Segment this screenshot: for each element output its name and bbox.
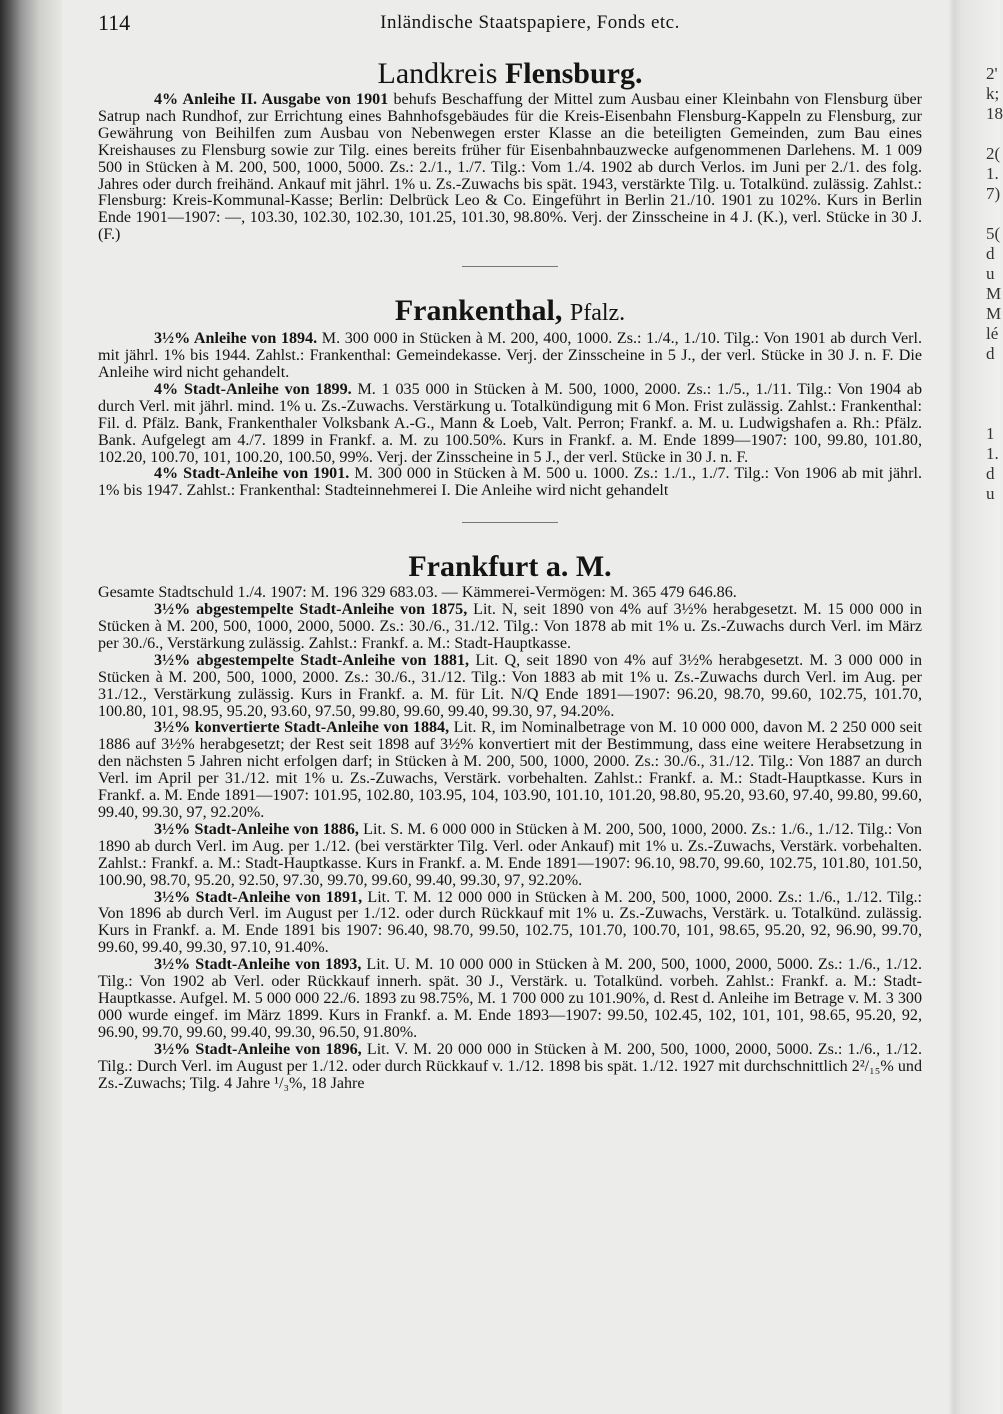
bond-text: M. 300 000 in Stücken à M. 200, 400, 1000. Zs.: 1./4., 1./10. Tilg.: Von 1901 ab durch Verl. mit jährl. 1% bis 1944. Zahlst.: Frankenthal: Gemeindekasse. Verj. der Zinsscheine in 5 J., der verl. Stücke in 30 J. n. F. Die Anleihe wird nicht gehandelt. <box>98 330 923 381</box>
running-title: Inländische Staatspapiere, Fonds etc. <box>380 12 680 33</box>
margin-fragment: 7) <box>986 184 1001 203</box>
margin-fragment: d <box>986 464 995 483</box>
bond-entry <box>98 822 922 890</box>
section-title-part: Landkreis <box>377 57 505 90</box>
bond-text: M. 300 000 in Stücken à M. 500 u. 1000. Zs.: 1./1., 1./7. Tilg.: Von 1906 ab mit jährl. 1% bis 1947. Zahlst.: Frankenthal: Stadteinnehmerei I. Die Anleihe wird nicht gehandelt <box>98 465 923 500</box>
bond-lead: 3½% Stadt-Anleihe von 1896, <box>154 1040 362 1058</box>
margin-fragment: 1. <box>986 444 999 463</box>
margin-fragment: M <box>986 284 1002 303</box>
section-title-landkreis-flensburg <box>98 56 922 92</box>
bond-entry <box>98 466 922 500</box>
page-body <box>98 56 922 1092</box>
margin-fragment: d <box>986 344 995 363</box>
bond-entry <box>98 331 922 382</box>
margin-fragment <box>986 404 1000 424</box>
page-number: 114 <box>98 10 131 35</box>
bond-lead: 3½% Anleihe von 1894. <box>154 330 318 348</box>
bond-lead: 4% Stadt-Anleihe von 1901. <box>154 465 350 483</box>
section-title-part: Frankfurt a. M. <box>408 550 612 584</box>
bond-lead: 3½% abgestempelte Stadt-Anleihe von 1875, <box>154 601 468 619</box>
bond-text: M. 1 035 000 in Stücken à M. 500, 1000, 2000. Zs.: 1./5., 1./11. Tilg.: Von 1904 ab durch Verl. mit jährl. mind. 1% u. Zs.-Zuwachs. Verstärkung u. Totalkündigung mit 6 Mon. Frist zulässig. Zahlst.: Frankenthal: Fil. d. Pfälz. Bank, Frankenthaler Volksbank A.-G., Mann & Loeb, Valt. Perron; Frankf. a. M. u. Ludwigshafen a. Rh.: Pfälz. Bank. Aufgelegt am 4./7. 1899 in Frankf. a. M. zu 100.50%. Kurs in Frankf. a. M. Ende 1899—1907: 100, 99.80, 101.80, 102.20, 100.70, 101, 100.20, 100.50, 99%. Verj. der Zinsscheine in 5 J., der verl. Stücke in 30 J. n. F. <box>98 380 922 466</box>
adjacent-page-fragments <box>986 64 1003 504</box>
section-title-frankenthal <box>98 293 922 331</box>
bond-lead: 4% Anleihe II. Ausgabe von 1901 <box>154 91 389 108</box>
section-title-part: Frankenthal, <box>394 294 570 328</box>
margin-fragment: 18 <box>986 104 1003 123</box>
bond-text: Lit. U. M. 10 000 000 in Stücken à M. 200, 500, 1000, 2000, 5000. Zs.: 1./6., 1./12. Tilg.: Von 1902 ab Verl. oder Rückkauf innerh. spät. 30 J., Verstärk. u. Totalkünd. vorbeh. Zahlst.: Frankf. a. M.: Stadt-Hauptkasse. Aufgel. M. 5 000 000 22./6. 1893 zu 98.75%, M. 1 700 000 zu 101.90%, d. Rest d. Anleihe im Betrage v. M. 3 300 000 wurde eingef. im März 1899. Kurs in Frankf. a. M. Ende 1893—1907: 99.50, 102.45, 102, 101, 101, 98.65, 95.20, 92, 96.90, 99.70, 99.60, 99.40, 99.30, 96.50, 91.80%. <box>98 956 922 1041</box>
bond-text: Lit. S. M. 6 000 000 in Stücken à M. 200, 500, 1000, 2000. Zs.: 1./6., 1./12. Tilg.: Von 1890 ab durch Verl. im Aug. per 1./12. (bei verstärkter Tilg. Verl. oder Ankauf) mit 1% u. Zs.-Zuwachs, Verstärk. vorbehalten. Zahlst.: Frankf. a. M.: Stadt-Hauptkasse. Kurs in Frankf. a. M. Ende 1891—1907: 96.10, 98.70, 99.60, 102.75, 101.80, 101.50, 100.90, 98.70, 95.20, 92.50, 97.30, 99.70, 99.60, 99.40, 99.30, 97, 92.20%. <box>98 820 922 889</box>
section-divider <box>462 266 558 267</box>
bond-entry <box>98 602 922 653</box>
margin-fragment: lé <box>986 324 999 343</box>
margin-fragment <box>986 364 1000 384</box>
margin-fragment: 2' <box>986 64 998 83</box>
margin-fragment: 1. <box>986 164 999 183</box>
margin-fragment: 5( <box>986 224 1001 243</box>
bond-text: Lit. R, im Nominalbetrage von M. 10 000 000, davon M. 2 250 000 seit 1886 auf 3½% herabgesetzt; der Rest seit 1898 auf 3½% konvertiert mit der Bestimmung, dass eine weitere Herabsetzung in den nächsten 5 Jahren nicht erfolgen darf; in Stücken à M. 200, 500, 1000, 2000. Zs.: 30./6., 31./12. Tilg.: Von 1887 an durch Verl. im April per 31./12. mit 1% u. Zs.-Zuwachs, Verstärk. vorbehalten. Zahlst.: Frankf. a. M.: Stadt-Hauptkasse. Kurs in Frankf. a. M. Ende 1891—1907: 101.95, 102.80, 103.95, 104, 103.90, 101.10, 101.20, 98.80, 95.20, 93.60, 97.40, 99.80, 99.60, 99.40, 99.30, 97, 92.20%. <box>98 719 922 821</box>
bond-entry <box>98 720 922 821</box>
page-header <box>98 10 922 38</box>
bond-lead: 3½% Stadt-Anleihe von 1893, <box>154 956 362 974</box>
margin-fragment: 1 <box>986 424 995 443</box>
bond-entry <box>98 653 922 721</box>
bond-entry <box>98 382 922 467</box>
bond-text: Lit. N, seit 1890 von 4% auf 3½% herabgesetzt. M. 15 000 000 in Stücken à M. 200, 500, 1000, 2000, 5000. Zs.: 30./6., 31./12. Tilg.: Von 1878 ab mit 1% u. Zs.-Zuwachs durch Verl. im März per 30./6., Verstärkung zulässig. Zahlst.: Frankf. a. M.: Stadt-Hauptkasse. <box>98 601 922 652</box>
section-divider <box>462 522 558 523</box>
section-title-part: Flensburg. <box>504 57 643 90</box>
bond-lead: 3½% abgestempelte Stadt-Anleihe von 1881, <box>154 651 470 669</box>
section-title-frankfurt <box>98 549 922 585</box>
bond-lead: 3½% Stadt-Anleihe von 1886, <box>154 820 359 838</box>
margin-fragment <box>986 124 1000 144</box>
margin-fragment: u <box>986 264 995 283</box>
margin-fragment <box>986 204 1000 224</box>
scan-gutter-left <box>0 0 62 1414</box>
margin-fragment: k; <box>986 84 1000 103</box>
bond-entry <box>98 92 922 244</box>
margin-fragment: u <box>986 484 995 503</box>
bond-lead: 3½% konvertierte Stadt-Anleihe von 1884, <box>154 719 450 737</box>
bond-lead: 3½% Stadt-Anleihe von 1891, <box>154 888 363 906</box>
bond-entry <box>98 957 922 1042</box>
bond-entry <box>98 890 922 958</box>
margin-fragment: M <box>986 304 1002 323</box>
margin-fragment: 2( <box>986 144 1001 163</box>
bond-entry <box>98 1042 922 1093</box>
city-debt-intro: Gesamte Stadtschuld 1./4. 1907: M. 196 329 683.03. — Kämmerei-Vermögen: M. 365 479 646.86. <box>98 584 737 602</box>
margin-fragment <box>986 384 1000 404</box>
bond-text: Lit. Q, seit 1890 von 4% auf 3½% herabgesetzt. M. 3 000 000 in Stücken à M. 200, 500, 1000, 2000. Zs.: 30./6., 31./12. Tilg.: Von 1883 ab mit 1% u. Zs.-Zuwachs durch Verl. im Aug. per 31./12., Verstärkung zulässig. Kurs in Frankf. a. M. für Lit. N/Q Ende 1891—1907: 96.20, 98.70, 99.60, 102.75, 101.70, 100.80, 101, 98.95, 95.20, 93.60, 97.50, 99.80, 99.60, 99.40, 99.30, 97, 94.20%. <box>98 651 922 720</box>
bond-lead: 4% Stadt-Anleihe von 1899. <box>154 380 352 398</box>
section-title-part: Pfalz. <box>569 300 626 327</box>
bond-text: Lit. T. M. 12 000 000 in Stücken à M. 200, 500, 1000, 2000. Zs.: 1./6., 1./12. Tilg.: Von 1896 ab durch Verl. im August per 1./12. oder durch Rückkauf mit 1% u. Zs.-Zuwachs, Verstärk. u. Totalkünd. zulässig. Kurs in Frankf. a. M. Ende 1891 bis 1907: 96.40, 98.70, 99.50, 102.75, 101.70, 100.70, 101, 98.65, 95.20, 92, 96.90, 99.70, 99.60, 99.40, 99.30, 97.10, 91.40%. <box>98 888 922 957</box>
bond-text: behufs Beschaffung der Mittel zum Ausbau einer Kleinbahn von Flensburg über Satrup nach Rundhof, zur Errichtung eines Bahnhofsgebäudes für die Kreis-Eisenbahn Flensburg-Kappeln zu Flensburg, zur Gewährung von Beihilfen zum Ausbau von Nebenwegen erster Klasse an die beteiligten Gemeinden, zum Bau eines Kreishauses zu Flensburg sowie zur Tilg. eines bereits früher für Eisenbahnbauzwecke aufgenommenen Darlehens. M. 1 009 500 in Stücken à M. 200, 500, 1000, 5000. Zs.: 2./1., 1./7. Tilg.: Vom 1./4. 1902 ab durch Verlos. im Juni per 2./1. des folg. Jahres oder durch freihänd. Ankauf mit jährl. 1% u. Zs.-Zuwachs bis spät. 1943, verstärkte Tilg. u. Totalkünd. zulässig. Zahlst.: Flensburg: Kreis-Kommunal-Kasse; Berlin: Delbrück Leo & Co. Eingeführt in Berlin 21./10. 1901 zu 102%. Kurs in Berlin Ende 1901—1907: —, 103.30, 102.30, 102.30, 101.25, 101.30, 98.80%. Verj. der Zinsscheine in 4 J. (K.), verl. Stücke in 30 J. (F.) <box>98 91 922 244</box>
bond-text: Lit. V. M. 20 000 000 in Stücken à M. 200, 500, 1000, 2000, 5000. Zs.: 1./6., 1./12. Tilg.: Durch Verl. im August per 1./12. oder durch Rückkauf v. 1./12. 1898 bis spät. 1./12. 1927 mit durchschnittlich 2²/₁₅% und Zs.-Zuwachs; Tilg. 4 Jahre ¹/₃%, 18 Jahre <box>98 1040 922 1092</box>
margin-fragment: d <box>986 244 995 263</box>
